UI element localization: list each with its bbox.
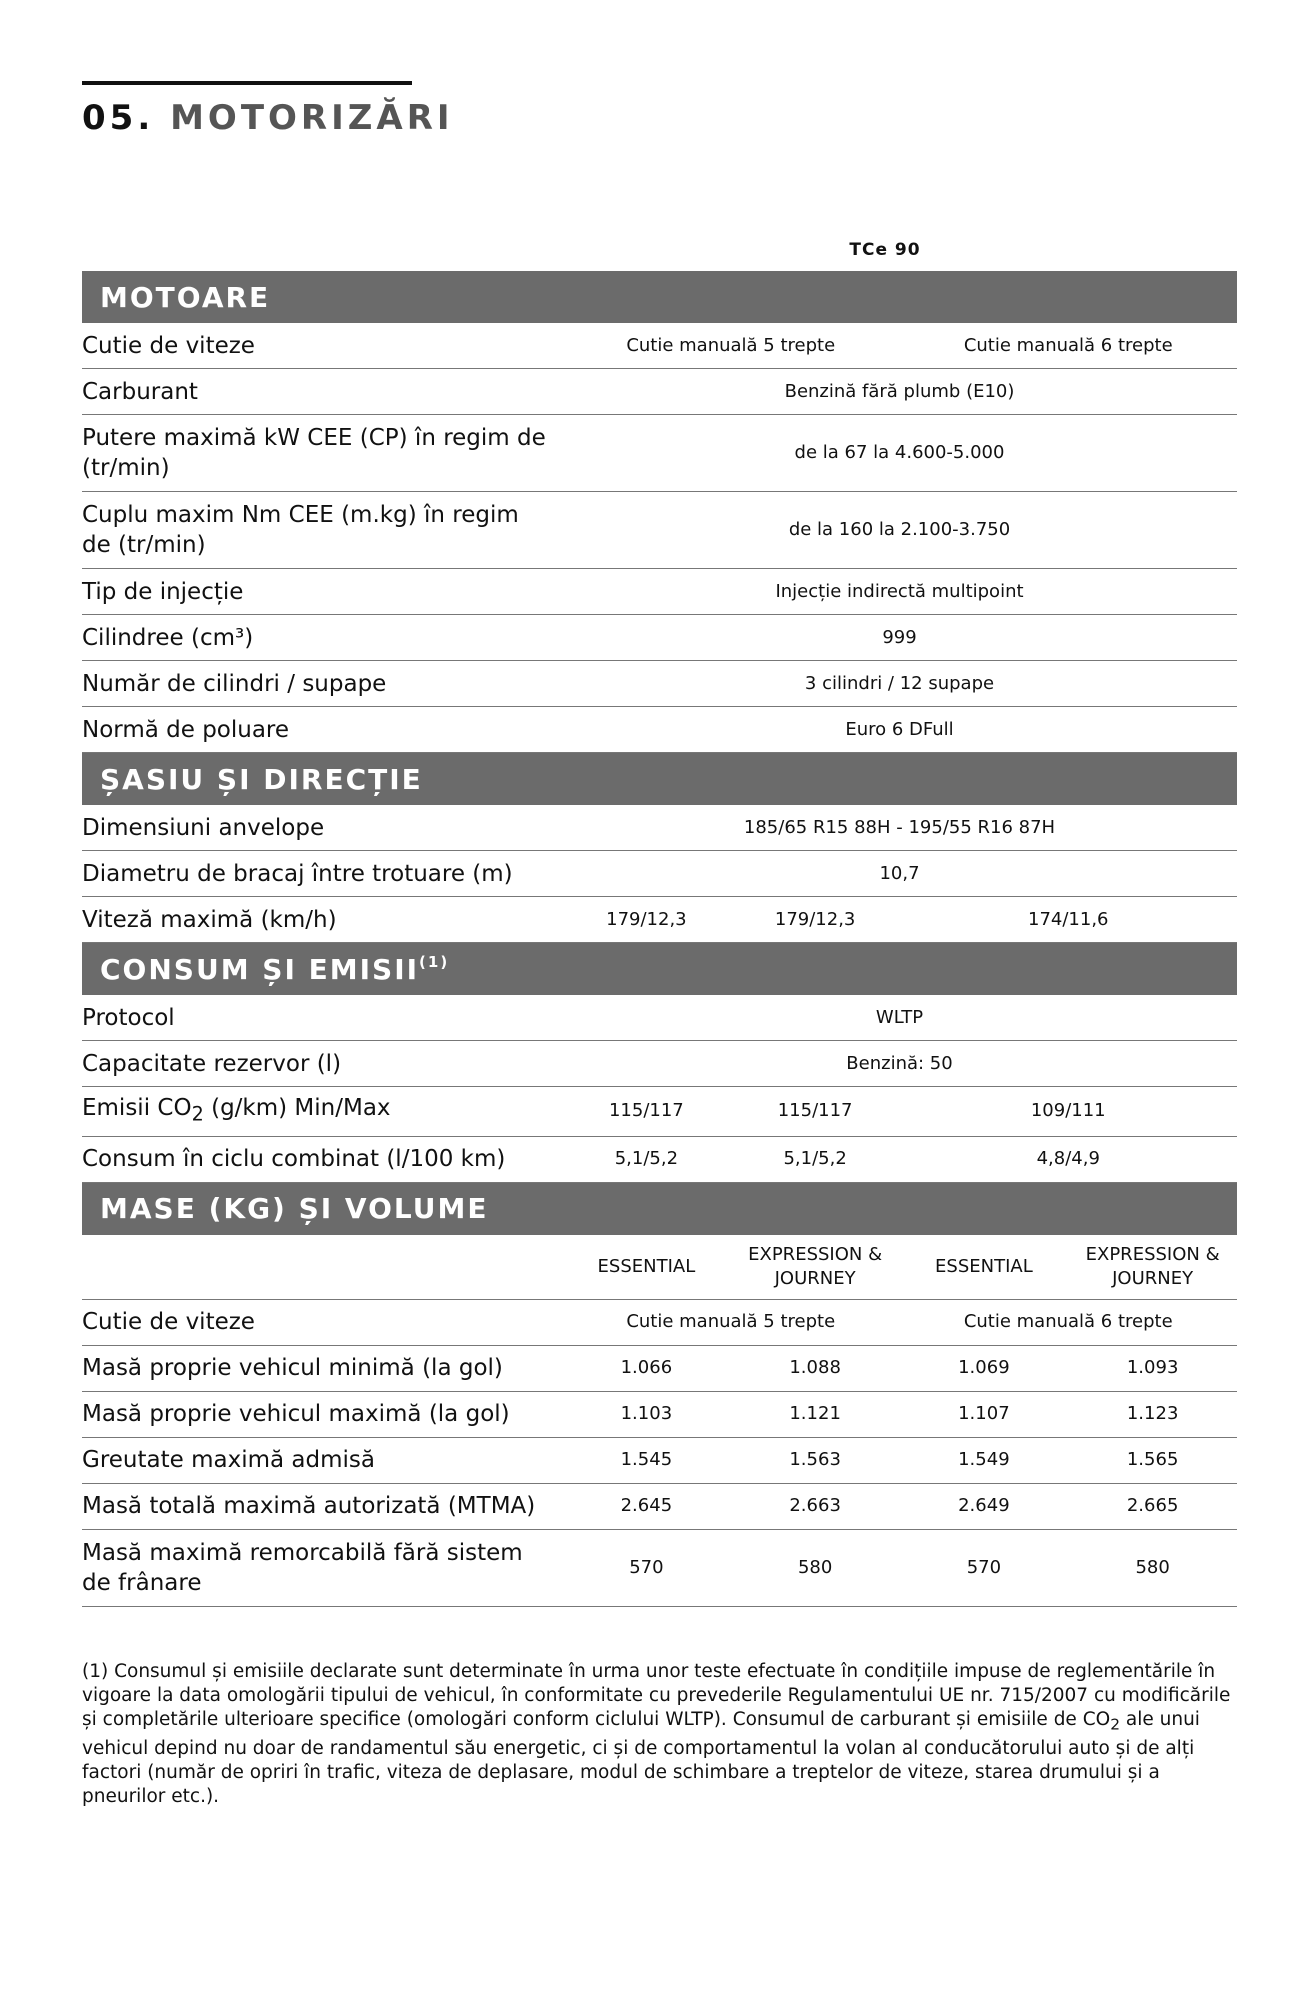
page-title [82,96,454,140]
row-label: Tip de injecție [82,569,562,615]
table-row [82,615,1237,661]
section-title: MOTORIZĂRI [170,98,454,138]
column-header: ESSENTIAL [900,1235,1069,1300]
row-value: 2.645 [562,1483,731,1529]
row-value: 179/12,3 [731,897,900,943]
footnote [82,1660,1237,1809]
row-value: 174/11,6 [900,897,1238,943]
row-value: 3 cilindri / 12 supape [562,661,1237,707]
section-heading: MASE (KG) ȘI VOLUME [82,1182,1237,1235]
row-value: 185/65 R15 88H - 195/55 R16 87H [562,805,1237,851]
section-heading-text: CONSUM ȘI EMISII [100,952,420,986]
row-label: Cutie de viteze [82,323,562,369]
table-row [82,1136,1237,1182]
row-value: 570 [562,1529,731,1606]
label-part: (g/km) Min/Max [203,1095,391,1121]
row-value: 1.103 [562,1391,731,1437]
table-row [82,415,1237,492]
row-value: Benzină fără plumb (E10) [562,369,1237,415]
row-value: 2.665 [1068,1483,1237,1529]
column-header: EXPRESSION & JOURNEY [731,1235,900,1300]
row-value: 5,1/5,2 [562,1136,731,1182]
row-value: Cutie manuală 6 trepte [900,1299,1238,1345]
row-label: Cuplu maxim Nm CEE (m.kg) în regim de (tr/min) [82,492,562,569]
row-label: Diametru de bracaj între trotuare (m) [82,851,562,897]
table-row [82,323,1237,369]
row-label: Număr de cilindri / supape [82,661,562,707]
section-header-consum [82,943,1237,996]
table-row [82,1345,1237,1391]
table-row [82,569,1237,615]
column-header-row [82,1235,1237,1300]
empty-cell [82,1235,562,1300]
table-row [82,1437,1237,1483]
row-value: 580 [1068,1529,1237,1606]
row-value: Injecție indirectă multipoint [562,569,1237,615]
label-subscript: 2 [191,1102,204,1126]
table-row [82,492,1237,569]
row-value: 5,1/5,2 [731,1136,900,1182]
row-value: 1.069 [900,1345,1069,1391]
footnote-ref: (1) [419,952,450,971]
column-header: ESSENTIAL [562,1235,731,1300]
row-value: Euro 6 DFull [562,707,1237,753]
row-label: Carburant [82,369,562,415]
section-header-mase [82,1182,1237,1235]
table-row [82,1041,1237,1087]
row-value: 1.549 [900,1437,1069,1483]
row-label: Protocol [82,995,562,1041]
row-value: 1.563 [731,1437,900,1483]
row-value: 4,8/4,9 [900,1136,1238,1182]
section-heading [82,943,1237,996]
row-value: 580 [731,1529,900,1606]
section-heading: MOTOARE [82,271,1237,323]
table-row [82,851,1237,897]
table-row [82,805,1237,851]
row-value: 1.093 [1068,1345,1237,1391]
row-label: Masă totală maximă autorizată (MTMA) [82,1483,562,1529]
section-number: 05. [82,98,155,138]
label-part: Emisii CO [82,1095,192,1121]
row-label: Putere maximă kW CEE (CP) în regim de (tr/min) [82,415,562,492]
engine-name: TCe 90 [849,240,921,260]
row-value: 10,7 [562,851,1237,897]
row-label: Masă maximă remorcabilă fără sistem de frânare [82,1529,562,1606]
row-value: 1.107 [900,1391,1069,1437]
row-value: 1.121 [731,1391,900,1437]
column-header: EXPRESSION & JOURNEY [1068,1235,1237,1300]
row-value: 1.088 [731,1345,900,1391]
table-row [82,1087,1237,1137]
row-label: Consum în ciclu combinat (l/100 km) [82,1136,562,1182]
table-row [82,1391,1237,1437]
row-value: 115/117 [562,1087,731,1137]
table-row [82,661,1237,707]
section-heading: ȘASIU ȘI DIRECȚIE [82,753,1237,806]
row-label: Cutie de viteze [82,1299,562,1345]
row-value: de la 160 la 2.100-3.750 [562,492,1237,569]
title-rule [82,81,412,85]
table-row [82,1483,1237,1529]
row-value: 999 [562,615,1237,661]
spec-table [82,271,1237,1607]
row-label: Dimensiuni anvelope [82,805,562,851]
row-value: 1.565 [1068,1437,1237,1483]
table-row [82,995,1237,1041]
row-label: Normă de poluare [82,707,562,753]
row-value: 1.123 [1068,1391,1237,1437]
row-label: Masă proprie vehicul maximă (la gol) [82,1391,562,1437]
row-value: 1.545 [562,1437,731,1483]
row-value: Cutie manuală 5 trepte [562,1299,900,1345]
footnote-subscript: 2 [1110,1715,1120,1734]
table-row [82,707,1237,753]
table-row [82,1529,1237,1606]
section-header-sasiu [82,753,1237,806]
table-row [82,897,1237,943]
footnote-text-end: ale unui vehicul depind nu doar de randamentul său energetic, ci și de comportamentul la volan al conducătorului auto și de alți factori (număr de opriri în trafic, viteza de deplasare, modul de schimbare a treptelor de viteze, starea drumului și a pneurilor etc.). [82,1709,1200,1807]
row-value: WLTP [562,995,1237,1041]
section-header-motoare [82,271,1237,323]
table-row [82,1299,1237,1345]
footnote-text: (1) Consumul și emisiile declarate sunt determinate în urma unor teste efectuate în condițiile impuse de reglementările în vigoare la data omologării tipului de vehicul, în conformitate cu prevederile Regulamentului UE nr. 715/2007 cu modificările și completările ulterioare specifice (omologări conform ciclului WLTP). Consumul de carburant și emisiile de CO [82,1661,1231,1730]
row-value: Cutie manuală 5 trepte [562,323,900,369]
row-value: 2.649 [900,1483,1069,1529]
row-value: Cutie manuală 6 trepte [900,323,1238,369]
row-value: Benzină: 50 [562,1041,1237,1087]
row-value: 115/117 [731,1087,900,1137]
table-row [82,369,1237,415]
row-label: Viteză maximă (km/h) [82,897,562,943]
row-label: Masă proprie vehicul minimă (la gol) [82,1345,562,1391]
row-value: 109/111 [900,1087,1238,1137]
row-label: Cilindree (cm³) [82,615,562,661]
row-value: 1.066 [562,1345,731,1391]
row-value: de la 67 la 4.600-5.000 [562,415,1237,492]
row-label [82,1087,562,1137]
row-value: 179/12,3 [562,897,731,943]
row-value: 2.663 [731,1483,900,1529]
row-label: Greutate maximă admisă [82,1437,562,1483]
row-label: Capacitate rezervor (l) [82,1041,562,1087]
row-value: 570 [900,1529,1069,1606]
